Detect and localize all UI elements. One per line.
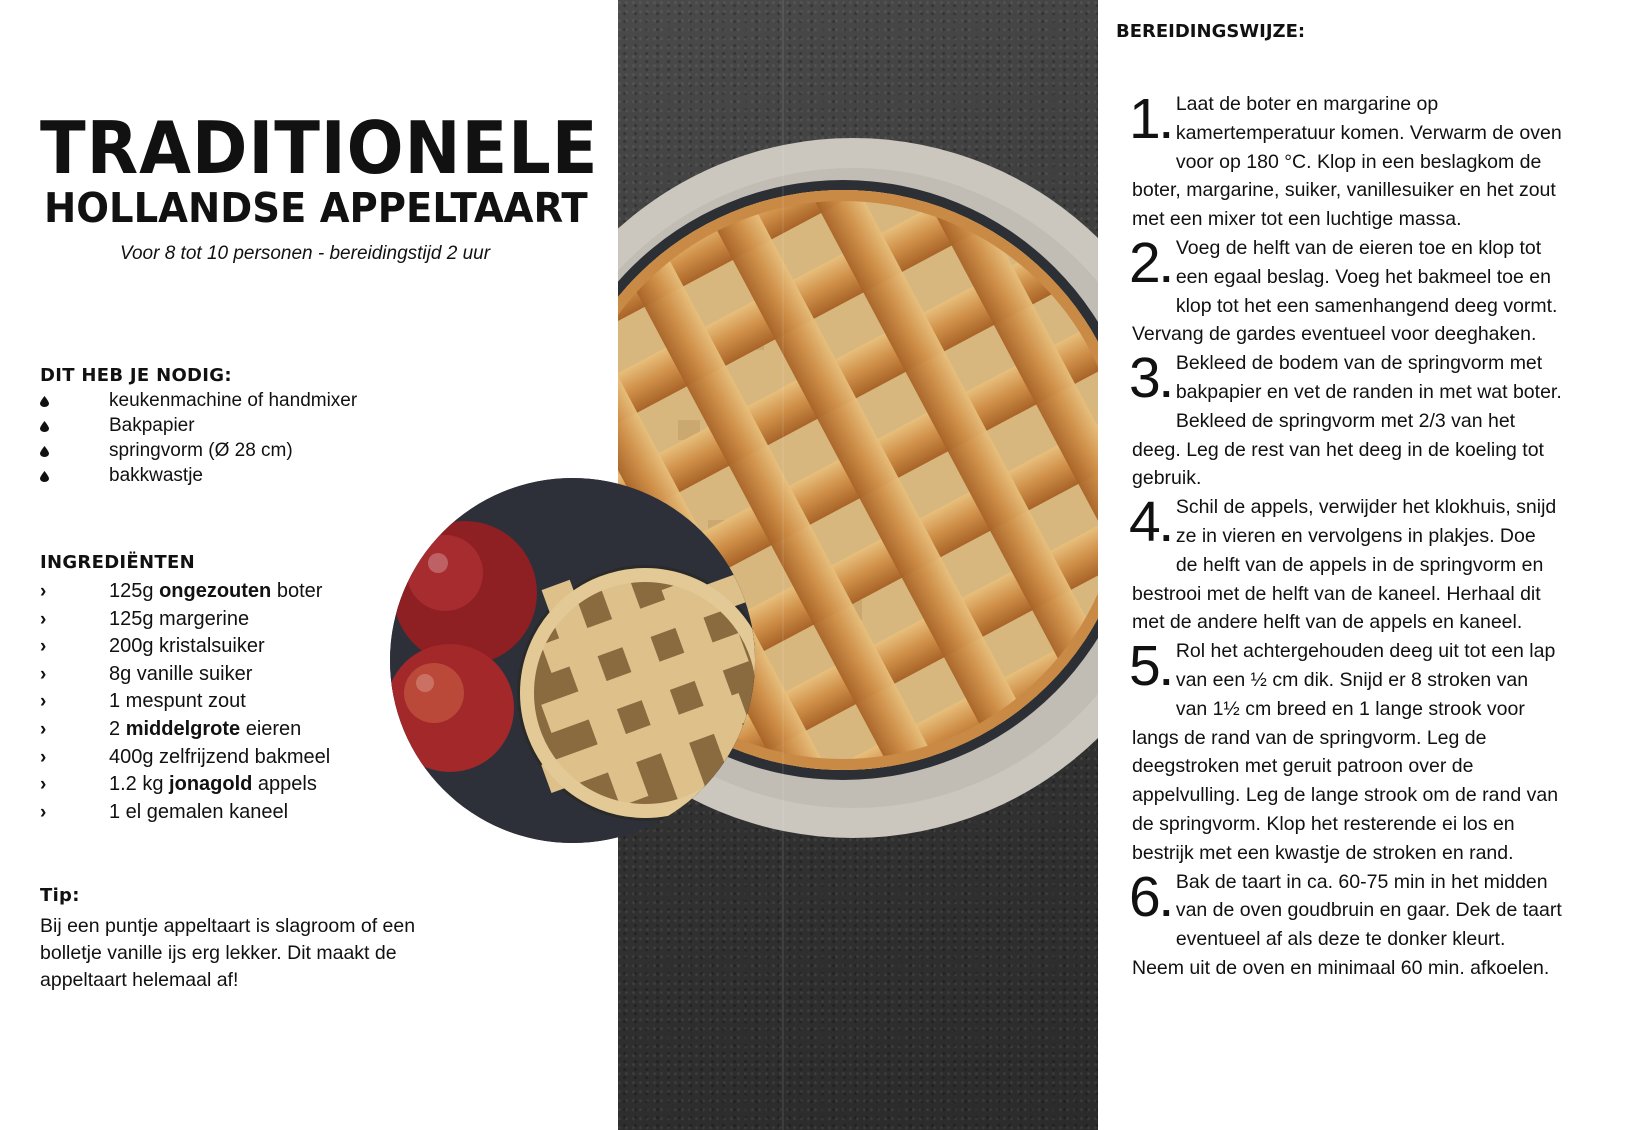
recipe-title-sub: HOLLANDSE APPELTAART bbox=[44, 184, 588, 232]
step-number: 4. bbox=[1129, 490, 1172, 555]
apples-illustration bbox=[390, 478, 755, 843]
ingredient-label: 2 middelgrote eieren bbox=[109, 717, 302, 740]
step-text: Schil de appels, verwijder het klokhuis, snijd ze in vieren en vervolgens in plakjes. Doe de helft van de appels in de springvorm en bestrooi met de helft van de kaneel. Herhaal dit met de andere helft van de appels en kaneel. bbox=[1132, 496, 1557, 634]
chevron-right-icon: › bbox=[40, 608, 47, 630]
recipe-subtitle: Voor 8 tot 10 personen - bereidingstijd 2 uur bbox=[120, 243, 491, 264]
recipe-title: TRADITIONELE bbox=[40, 106, 599, 190]
ingredient-label: 200g kristalsuiker bbox=[109, 635, 265, 658]
chevron-right-icon: › bbox=[40, 718, 47, 740]
method-steps bbox=[1129, 87, 1562, 983]
drop-icon bbox=[40, 396, 49, 407]
needs-item-label: bakkwastje bbox=[109, 465, 203, 486]
tip-text: Bij een puntje appeltaart is slagroom of een bolletje vanille ijs erg lekker. Dit maakt de appeltaart helemaal af! bbox=[40, 915, 416, 991]
needs-item-label: keukenmachine of handmixer bbox=[109, 390, 358, 411]
tip-heading: Tip: bbox=[40, 885, 80, 906]
step-number: 1. bbox=[1129, 87, 1172, 151]
method-step bbox=[1129, 634, 1562, 867]
method-step bbox=[1129, 864, 1562, 983]
ingredient-label: 1 mespunt zout bbox=[109, 690, 246, 713]
step-text: Laat de boter en margarine op kamertemperatuur komen. Verwarm de oven voor op 180 °C. Klop in een beslagkom de boter, margarine, suiker, vanillesuiker en het zout met een mixer tot een luchtige massa. bbox=[1132, 93, 1562, 231]
step-number: 6. bbox=[1129, 864, 1172, 929]
chevron-right-icon: › bbox=[40, 636, 47, 658]
method-step bbox=[1129, 87, 1562, 234]
ingredient-label: 1 el gemalen kaneel bbox=[109, 800, 289, 823]
step-number: 2. bbox=[1129, 230, 1172, 295]
step-text: Bak de taart in ca. 60-75 min in het midden van de oven goudbruin en gaar. Dek de taart eventueel af als deze te donker kleurt. Neem uit de oven en minimaal 60 min. afkoelen. bbox=[1132, 870, 1562, 979]
step-number: 3. bbox=[1129, 346, 1172, 411]
needs-item-label: springvorm (Ø 28 cm) bbox=[109, 440, 293, 461]
chevron-right-icon: › bbox=[40, 691, 47, 713]
method-step bbox=[1129, 490, 1562, 637]
needs-heading: DIT HEB JE NODIG: bbox=[40, 365, 232, 386]
method-heading: BEREIDINGSWIJZE: bbox=[1116, 21, 1306, 42]
red-apple bbox=[393, 521, 537, 665]
step-text: Rol het achtergehouden deeg uit tot een lap van een ½ cm dik. Snijd er 8 stroken van van 1½ cm breed en 1 lange strook voor langs de rand van de springvorm. Leg de deegstroken met geruit patroon over de appelvulling. Leg de lange strook om de rand van de springvorm. Klop het resterende ei los en bestrijk met een kwastje de stroken en rand. bbox=[1132, 640, 1559, 864]
method-step bbox=[1129, 230, 1562, 349]
method-step bbox=[1129, 346, 1562, 493]
needs-item-label: Bakpapier bbox=[109, 415, 195, 436]
step-number: 5. bbox=[1129, 634, 1172, 699]
chevron-right-icon: › bbox=[40, 774, 47, 796]
page-fold bbox=[782, 0, 784, 1130]
apples-pie-inset-photo bbox=[390, 478, 755, 843]
ingredient-label: 125g ongezouten boter bbox=[109, 580, 323, 602]
step-text: Bekleed de bodem van de springvorm met bakpapier en vet de randen in met wat boter. Bekleed de springvorm met 2/3 van het deeg. Leg de rest van het deeg in de koeling tot gebruik. bbox=[1132, 352, 1562, 490]
chevron-right-icon: › bbox=[40, 746, 47, 768]
drop-icon bbox=[40, 421, 49, 432]
step-text: Voeg de helft van de eieren toe en klop tot een egaal beslag. Voeg het bakmeel toe en klop tot het een samenhangend deeg vormt. Vervang de gardes eventueel voor deeghaken. bbox=[1132, 236, 1558, 346]
drop-icon bbox=[40, 446, 49, 457]
red-apple-2 bbox=[390, 644, 514, 772]
chevron-right-icon: › bbox=[40, 801, 47, 823]
ingredient-label: 400g zelfrijzend bakmeel bbox=[109, 745, 331, 768]
ingredients-heading: INGREDIËNTEN bbox=[40, 552, 195, 573]
ingredient-label: 8g vanille suiker bbox=[109, 662, 253, 685]
drop-icon bbox=[40, 471, 49, 482]
ingredient-label: 1.2 kg jonagold appels bbox=[109, 773, 317, 796]
chevron-right-icon: › bbox=[40, 663, 47, 685]
chevron-right-icon: › bbox=[40, 581, 47, 602]
ingredient-label: 125g margerine bbox=[109, 607, 250, 630]
